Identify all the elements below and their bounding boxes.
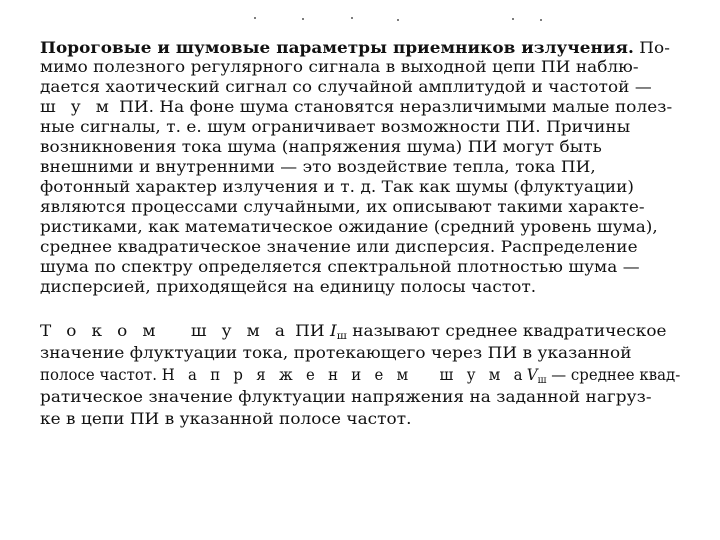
line-text: ПИ xyxy=(289,322,331,340)
symbol-subscript: ш xyxy=(336,331,347,342)
paragraph1-line-10: ристиками, как математическое ожидание (средний уровень шума), xyxy=(40,218,658,236)
line-text: полосе частот. xyxy=(40,366,162,384)
line-text: называют среднее квадратическое xyxy=(346,322,667,340)
line-text: — среднее квад- xyxy=(546,366,681,384)
paragraph2-line-1 xyxy=(40,322,667,341)
term-noise: ш у м xyxy=(40,98,114,116)
term-noise-voltage: Н а п р я ж е н и е м ш у м а xyxy=(161,366,527,384)
paragraph1-line-2: мимо полезного регулярного сигнала в выходной цепи ПИ наблю- xyxy=(40,58,639,76)
symbol-subscript: ш xyxy=(537,375,547,386)
line-text: По- xyxy=(633,39,670,57)
paragraph2-line-5: ке в цепи ПИ в указанной полосе частот. xyxy=(40,410,412,428)
paragraph1-line-3: дается хаотический сигнал со случайной амплитудой и частотой — xyxy=(40,78,652,96)
symbol-letter: V xyxy=(526,366,538,384)
paragraph1-line-8: фотонный характер излучения и т. д. Так как шумы (флуктуации) xyxy=(40,178,635,196)
paragraph1-line-9: являются процессами случайными, их описывают такими характе- xyxy=(40,198,645,216)
paragraph1-line-6: возникновения тока шума (напряжения шума) ПИ могут быть xyxy=(40,138,602,156)
paragraph1-line-13: дисперсией, приходящейся на единицу полосы частот. xyxy=(40,278,537,296)
paragraph1-line-12: шума по спектру определяется спектральной плотностью шума — xyxy=(40,258,640,276)
line-text: ПИ. На фоне шума становятся неразличимыми малые полез- xyxy=(113,98,673,116)
paragraph1-line-4 xyxy=(40,98,672,117)
symbol-letter: I xyxy=(330,322,337,340)
paragraph2-line-4: ратическое значение флуктуации напряжения на заданной нагруз- xyxy=(40,388,652,406)
symbol-current xyxy=(330,322,347,340)
scan-artifacts xyxy=(0,0,720,40)
paragraph2-line-3 xyxy=(40,366,680,385)
paragraph1-line-5: ные сигналы, т. е. шум ограничивает возможности ПИ. Причины xyxy=(40,118,631,136)
paragraph1-line-11: среднее квадратическое значение или дисперсия. Распределение xyxy=(40,238,638,256)
section-heading: Пороговые и шумовые параметры приемников излучения. xyxy=(40,38,634,57)
paragraph2-line-2: значение флуктуации тока, протекающего через ПИ в указанной xyxy=(40,344,632,362)
paragraph1-line-7: внешними и внутренними — это воздействие тепла, тока ПИ, xyxy=(40,158,596,176)
paragraph1-line-1 xyxy=(40,38,670,57)
symbol-voltage xyxy=(527,366,547,384)
term-noise-current: Т о к о м ш у м а xyxy=(40,322,290,340)
